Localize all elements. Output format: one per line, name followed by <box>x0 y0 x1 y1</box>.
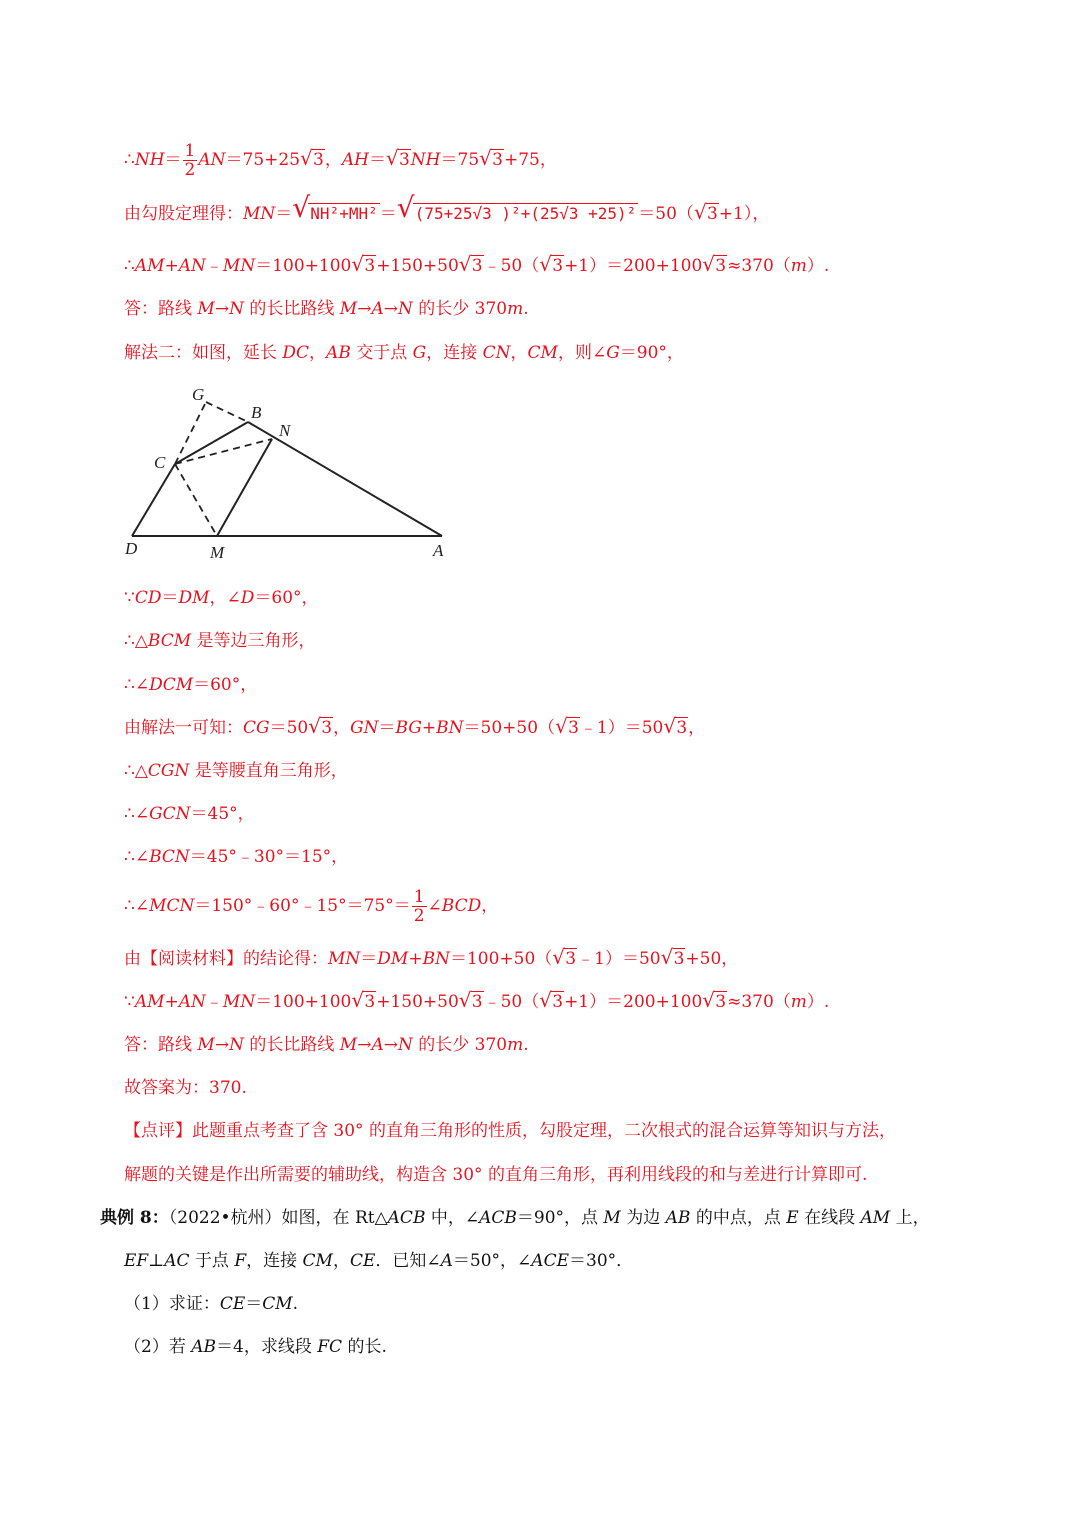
fraction: $\frac{1}{2}$ <box>184 141 196 180</box>
segment-BA <box>248 422 442 536</box>
radical: √ 3 <box>702 254 727 278</box>
label-A: A <box>433 541 444 560</box>
solution-line-7: ∴△BCM 是等边三角形， <box>124 631 316 651</box>
solution-line-1: ∴NH＝ $\frac{1}{2}$ AN＝75+25√ 3，AH＝√ 3NH＝75√ 3+75， <box>124 142 557 179</box>
solution-line-3: ∴AM+AN﹣MN＝100+100√ 3+150+50√ 3﹣50（√ 3+1）＝200+100√ 3≈370（m）. <box>124 254 829 278</box>
radical: √ 3 <box>552 947 577 971</box>
radical: √ 3 <box>539 254 564 278</box>
radical: √ NH²+MH² <box>292 202 379 226</box>
radical: √ 3 <box>702 990 727 1014</box>
segment-MN <box>217 439 272 536</box>
radical: √ 3 <box>555 716 580 740</box>
solution-line-12: ∴∠BCN＝45°﹣30°＝15°， <box>124 847 349 867</box>
segment-GB <box>206 402 248 422</box>
label-M: M <box>210 543 225 562</box>
radical: √ 3 <box>459 990 484 1014</box>
radical: √ 3 <box>386 148 411 172</box>
comment-line-1: 【点评】此题重点考查了含 30° 的直角三角形的性质，勾股定理，二次根式的混合运算等知识与方法， <box>124 1121 896 1141</box>
radical: √ 3 <box>351 990 376 1014</box>
label-N: N <box>279 421 291 440</box>
segment-CB <box>175 422 248 464</box>
segment-DC <box>132 464 175 536</box>
answer-line-2: 答：路线 M→N 的长比路线 M→A→N 的长少 370m. <box>124 1035 529 1055</box>
radical: √ 3 <box>308 716 333 740</box>
solution-line-15: ∵AM+AN﹣MN＝100+100√ 3+150+50√ 3﹣50（√ 3+1）＝200+100√ 3≈370（m）. <box>124 990 829 1014</box>
solution-line-8: ∴∠DCM＝60°， <box>124 675 258 695</box>
radical: √ 3 <box>300 148 325 172</box>
solution-line-10: ∴△CGN 是等腰直角三角形， <box>124 761 348 781</box>
example-8-line-1: 典例 8：（2022•杭州）如图，在 Rt△ACB 中，∠ACB＝90°，点 M 为边 AB 的中点，点 E 在线段 AM 上， <box>100 1208 930 1228</box>
radical: √ 3 <box>479 148 504 172</box>
label-D: D <box>125 539 138 558</box>
geometry-figure <box>120 380 460 565</box>
example-8-line-2: EF⊥AC 于点 F，连接 CM，CE．已知∠A＝50°，∠ACE＝30°． <box>124 1251 634 1271</box>
final-answer: 故答案为：370. <box>124 1078 247 1098</box>
solution-line-9: 由解法一可知：CG＝50√ 3，GN＝BG+BN＝50+50（√ 3﹣1）＝50√ 3， <box>124 716 705 740</box>
radical: √ 3 <box>351 254 376 278</box>
radical: √ 3 <box>539 990 564 1014</box>
solution-line-11: ∴∠GCN＝45°， <box>124 804 255 824</box>
solution-line-14: 由【阅读材料】的结论得：MN＝DM+BN＝100+50（√ 3﹣1）＝50√ 3+50， <box>124 947 738 971</box>
segment-CM <box>175 464 217 536</box>
radical: √ 3 <box>459 254 484 278</box>
label-G: G <box>192 385 205 404</box>
example-8-question-1: （1）求证：CE＝CM. <box>124 1294 299 1314</box>
answer-line-1: 答：路线 M→N 的长比路线 M→A→N 的长少 370m. <box>124 299 529 319</box>
label-C: C <box>154 453 166 472</box>
method-two-line: 解法二：如图，延长 DC，AB 交于点 G，连接 CN，CM，则∠G＝90°， <box>124 343 684 363</box>
solution-line-13: ∴∠MCN＝150°﹣60°﹣15°＝75°＝ $\frac{1}{2}$ ∠BCD， <box>124 887 499 926</box>
fraction: $\frac{1}{2}$ <box>413 887 425 926</box>
radical: √ 3 <box>694 202 719 226</box>
example-8-question-2: （2）若 AB＝4，求线段 FC 的长. <box>124 1337 387 1357</box>
comment-line-2: 解题的关键是作出所需要的辅助线，构造含 30° 的直角三角形，再利用线段的和与差进行计算即可. <box>124 1165 868 1185</box>
segment-CN <box>175 439 272 464</box>
radical: √ 3 <box>661 947 686 971</box>
radical: √ (75+25√3 )²+(25√3 +25)² <box>397 202 639 226</box>
radical: √ 3 <box>663 716 688 740</box>
solution-line-6: ∵CD＝DM，∠D＝60°， <box>124 588 319 608</box>
label-B: B <box>251 403 262 422</box>
solution-line-2: 由勾股定理得：MN＝√ NH²+MH² ＝√ (75+25√3 )²+(25√3 +25)² ＝50（√ 3+1）， <box>124 202 769 226</box>
